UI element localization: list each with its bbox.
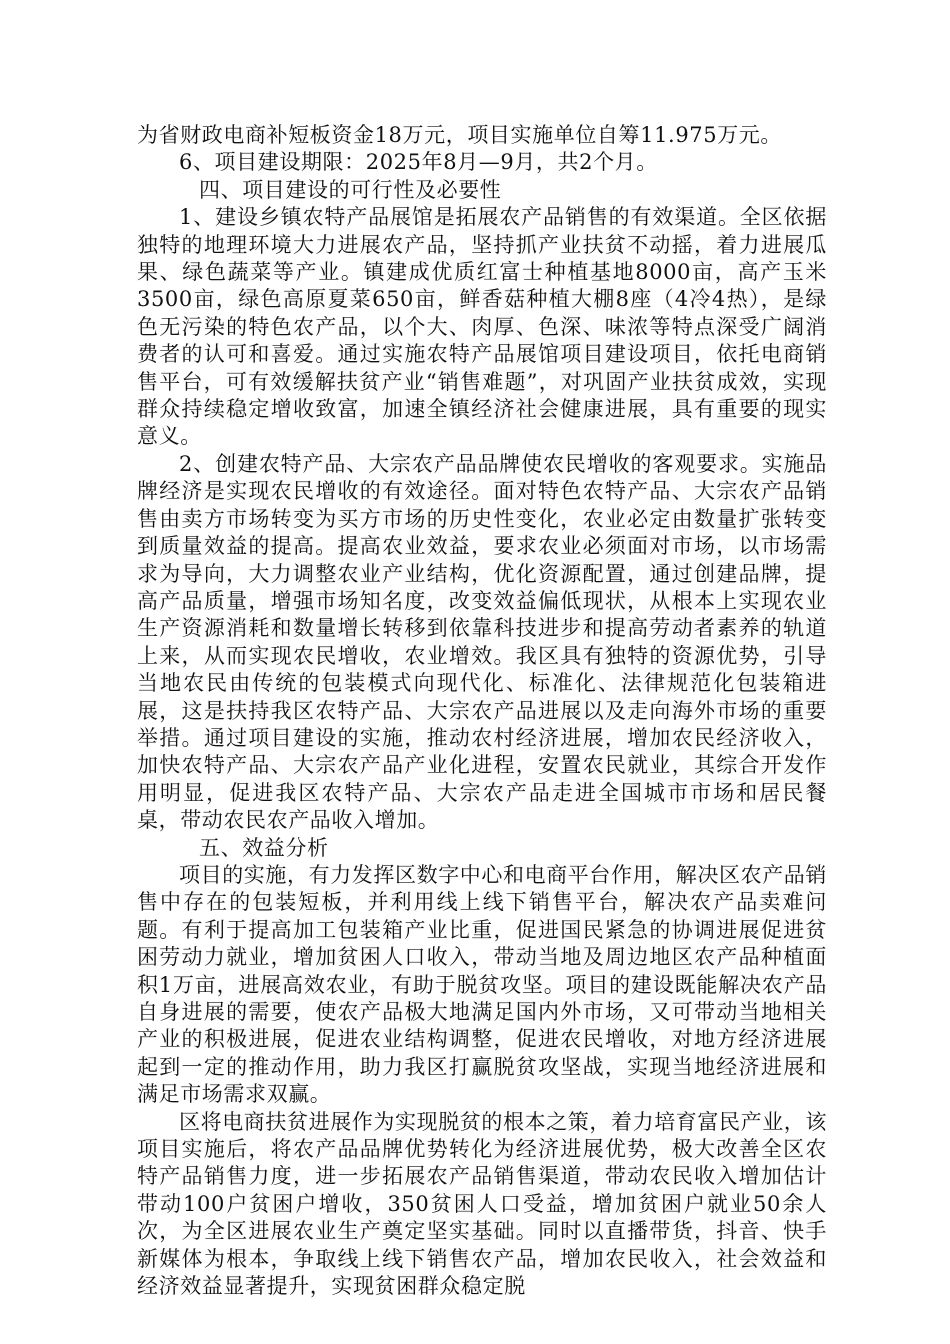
- section-heading-benefit: 五、效益分析: [199, 835, 329, 860]
- paragraph-funding: 为省财政电商补短板资金18万元，项目实施单位自筹11.975万元。: [137, 123, 782, 147]
- paragraph-benefit-2: 区将电商扶贫进展作为实现脱贫的根本之策，着力培育富民产业，该项目实施后，将农产品品牌优势转化为经济进展优势，极大改善全区农特产品销售力度，进一步拓展农产品销售渠道，带动农民收入增加估计带动100户贫困户增收，350贫困人口受益，增加贫困户就业50余人次，为全区进展农业生产奠定坚实基础。同时以直播带货，抖音、快手新媒体为根本，争取线上线下销售农产品，增加农民收入，社会效益和经济效益显著提升，实现贫困群众稳定脱: [137, 1109, 827, 1299]
- paragraph-construction-period: 6、项目建设期限：2025年8月—9月，共2个月。: [179, 150, 658, 175]
- paragraph-feasibility-1: 1、建设乡镇农特产品展馆是拓展农产品销售的有效渠道。全区依据独特的地理环境大力进展农产品，坚持抓产业扶贫不动摇，着力进展瓜果、绿色蔬菜等产业。镇建成优质红富士种植基地8000亩，高产玉米3500亩，绿色高原夏菜650亩，鲜香菇种植大棚8座（4冷4热），是绿色无污染的特色农产品，以个大、肉厚、色深、味浓等特点深受广阔消费者的认可和喜爱。通过实施农特产品展馆项目建设项目，依托电商销售平台，可有效缓解扶贫产业“销售难题”，对巩固产业扶贫成效，实现群众持续稳定增收致富，加速全镇经济社会健康进展，具有重要的现实意义。: [137, 205, 827, 449]
- document-page: [137, 122, 827, 1300]
- paragraph-benefit-1: 项目的实施，有力发挥区数字中心和电商平台作用，解决区农产品销售中存在的包装短板，并利用线上线下销售平台，解决农产品卖难问题。有利于提高加工包装箱产业比重，促进国民紧急的协调进展促进贫困劳动力就业，增加贫困人口收入，带动当地及周边地区农产品种植面积1万亩，进展高效农业，有助于脱贫攻坚。项目的建设既能解决农产品自身进展的需要，使农产品极大地满足国内外市场，又可带动当地相关产业的积极进展，促进农业结构调整，促进农民增收，对地方经济进展起到一定的推动作用，助力我区打赢脱贫攻坚战，实现当地经济进展和满足市场需求双赢。: [137, 862, 827, 1107]
- section-heading-feasibility: 四、项目建设的可行性及必要性: [199, 177, 502, 202]
- paragraph-feasibility-2: 2、创建农特产品、大宗农产品品牌使农民增收的客观要求。实施品牌经济是实现农民增收的有效途径。面对特色农特产品、大宗农产品销售由卖方市场转变为买方市场的历史性变化，农业必定由数量扩张转变到质量效益的提高。提高农业效益，要求农业必须面对市场，以市场需求为导向，大力调整农业产业结构，优化资源配置，通过创建品牌，提高产品质量，增强市场知名度，改变效益偏低现状，从根本上实现农业生产资源消耗和数量增长转移到依靠科技进步和提高劳动者素养的轨道上来，从而实现农民增收，农业增效。我区具有独特的资源优势，引导当地农民由传统的包装模式向现代化、标准化、法律规范化包装箱进展，这是扶持我区农特产品、大宗农产品进展以及走向海外市场的重要举措。通过项目建设的实施，推动农村经济进展，增加农民经济收入，加快农特产品、大宗农产品产业化进程，安置农民就业，其综合开发作用明显，促进我区农特产品、大宗农产品走进全国城市市场和居民餐桌，带动农民农产品收入增加。: [137, 451, 827, 833]
